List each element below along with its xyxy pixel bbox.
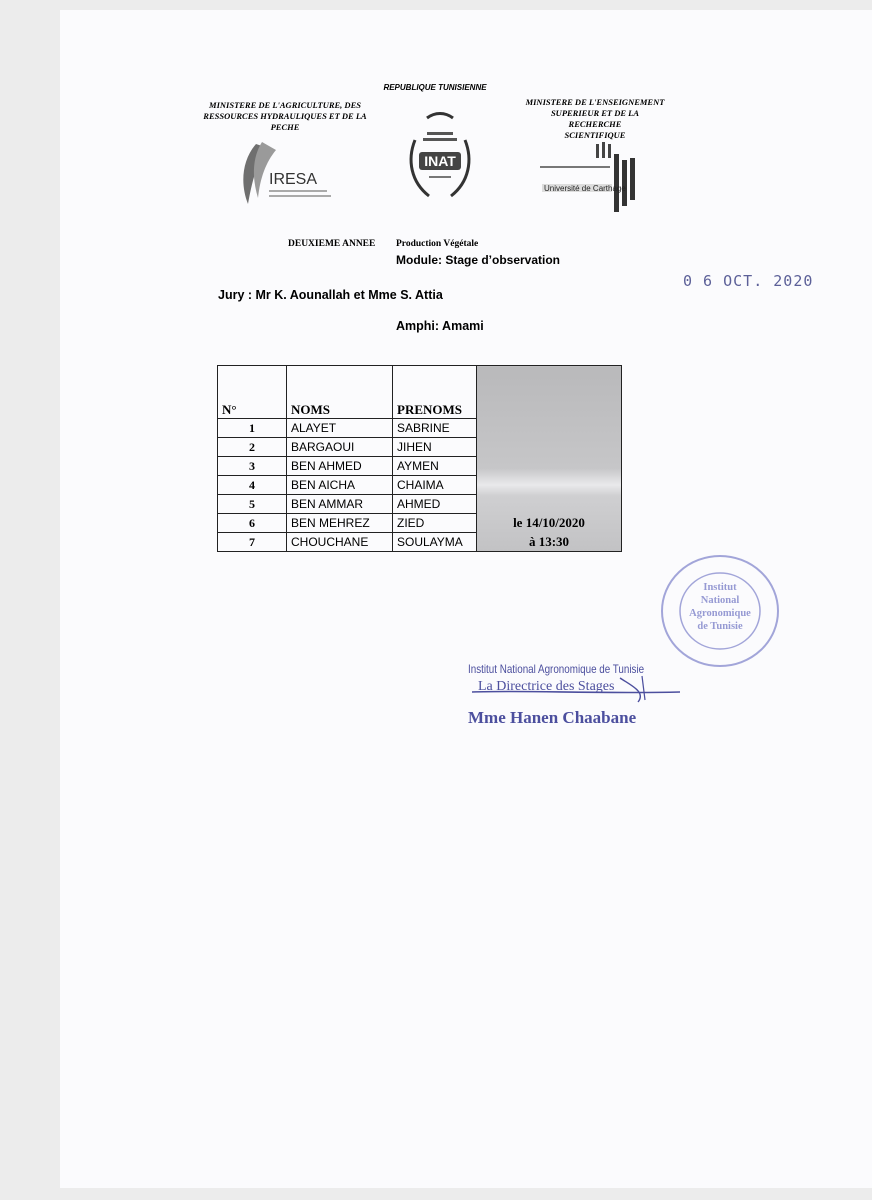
row-prenom: CHAIMA bbox=[393, 476, 477, 495]
ministry-right-line2: SUPERIEUR ET DE LA RECHERCHE bbox=[550, 108, 640, 129]
row-num: 5 bbox=[218, 495, 287, 514]
institute-seal-stamp bbox=[658, 552, 782, 670]
row-nom: BARGAOUI bbox=[287, 438, 393, 457]
row-num: 3 bbox=[218, 457, 287, 476]
seal-line1: Institut bbox=[703, 582, 737, 593]
row-num: 4 bbox=[218, 476, 287, 495]
carthage-logo-text: Université de Carthage bbox=[544, 184, 626, 193]
year-label: DEUXIEME ANNEE bbox=[288, 239, 376, 249]
ministry-left-line1: MINISTERE DE L'AGRICULTURE, DES bbox=[209, 100, 361, 110]
module-label: Module: Stage d’observation bbox=[396, 253, 561, 267]
row-nom: CHOUCHANE bbox=[287, 533, 393, 552]
header-num: N° bbox=[218, 366, 287, 419]
signature-institute: Institut National Agronomique de Tunisie bbox=[468, 662, 645, 676]
row-nom: BEN AMMAR bbox=[287, 495, 393, 514]
ministry-agriculture-header bbox=[200, 100, 370, 133]
republic-header: REPUBLIQUE TUNISIENNE bbox=[383, 83, 487, 92]
iresa-logo-text: IRESA bbox=[269, 171, 318, 188]
row-nom: BEN AICHA bbox=[287, 476, 393, 495]
ministry-right-line1: MINISTERE DE L'ENSEIGNEMENT bbox=[525, 97, 665, 107]
ministry-left-line2: RESSOURCES HYDRAULIQUES ET DE LA PECHE bbox=[203, 111, 367, 132]
row-prenom: AYMEN bbox=[393, 457, 477, 476]
signatory-name: Mme Hanen Chaabane bbox=[468, 708, 637, 727]
row-nom: BEN MEHREZ bbox=[287, 514, 393, 533]
student-table bbox=[217, 365, 622, 552]
exam-time: à 13:30 bbox=[528, 534, 570, 549]
inat-logo bbox=[405, 110, 475, 204]
row-prenom: ZIED bbox=[393, 514, 477, 533]
row-nom: BEN AHMED bbox=[287, 457, 393, 476]
row-prenom: SABRINE bbox=[393, 419, 477, 438]
header-prenoms: PRENOMS bbox=[393, 366, 477, 419]
seal-line4: de Tunisie bbox=[697, 621, 743, 632]
table-header-row bbox=[218, 366, 622, 419]
row-num: 1 bbox=[218, 419, 287, 438]
ministry-right-line3: SCIENTIFIQUE bbox=[564, 130, 626, 140]
row-num: 6 bbox=[218, 514, 287, 533]
exam-date: le 14/10/2020 bbox=[513, 515, 585, 530]
row-num: 2 bbox=[218, 438, 287, 457]
ministry-higher-education-header bbox=[525, 97, 665, 141]
carthage-logo bbox=[538, 140, 658, 212]
row-prenom: SOULAYMA bbox=[393, 533, 477, 552]
received-date-stamp: 0 6 OCT. 2020 bbox=[683, 272, 814, 290]
seal-line3: Agronomique bbox=[689, 608, 751, 619]
row-nom: ALAYET bbox=[287, 419, 393, 438]
row-prenom: AHMED bbox=[393, 495, 477, 514]
iresa-logo bbox=[238, 138, 338, 208]
jury-label: Jury : Mr K. Aounallah et Mme S. Attia bbox=[218, 288, 443, 302]
exam-date-cell bbox=[477, 366, 622, 552]
seal-line2: National bbox=[700, 595, 740, 606]
section-label: Production Végétale bbox=[396, 239, 479, 249]
header-noms: NOMS bbox=[287, 366, 393, 419]
inat-logo-text: INAT bbox=[424, 153, 456, 169]
row-prenom: JIHEN bbox=[393, 438, 477, 457]
handwritten-signature bbox=[470, 672, 690, 712]
signature-title: La Directrice des Stages bbox=[478, 679, 615, 694]
amphi-label: Amphi: Amami bbox=[396, 319, 484, 333]
row-num: 7 bbox=[218, 533, 287, 552]
